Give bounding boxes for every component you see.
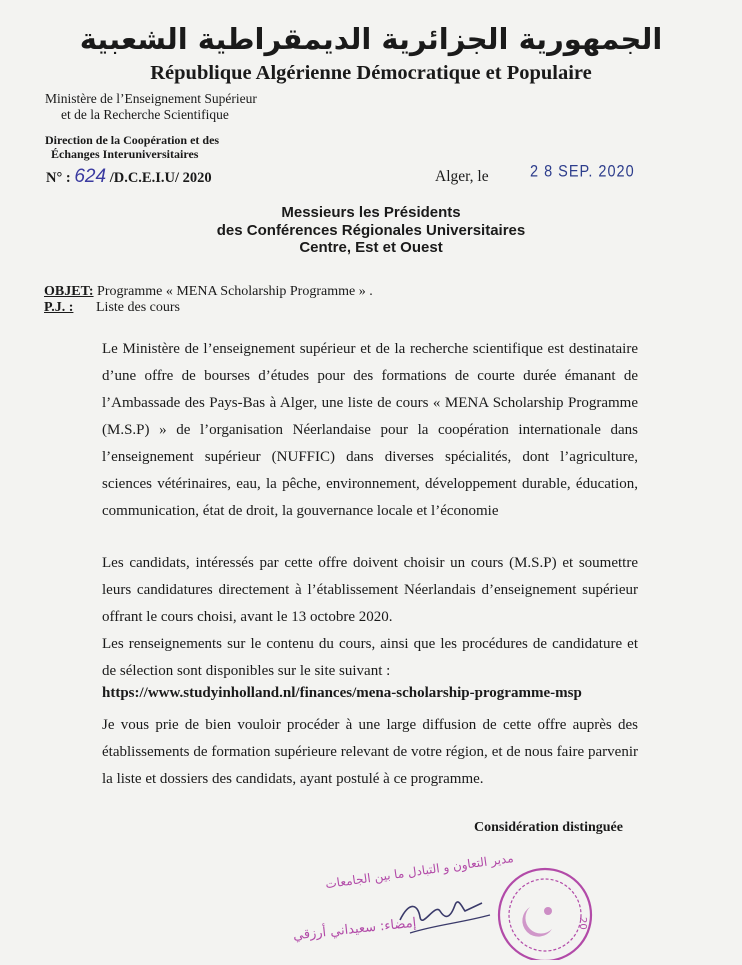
objet-line: [44, 284, 373, 300]
objet-label: OBJET:: [44, 284, 94, 299]
signature-svg: [250, 845, 600, 960]
body-paragraph-3: Les renseignements sur le contenu du cours, ainsi que les procédures de candidature et de sélection sont disponibles sur le site suivant :: [102, 636, 638, 679]
direction-block: [45, 133, 219, 161]
direction-line-2: Échanges Interuniversitaires: [51, 147, 199, 161]
signature-stamp-area: [250, 845, 600, 960]
recipients-line-1: Messieurs les Présidents: [281, 204, 461, 221]
body-paragraph-2: Les candidats, intéressés par cette offre doivent choisir un cours (M.S.P) et soumettre leurs candidatures directement à l’établissement Néerlandais d’enseignement supérieur offrant le cours choisi, avant le 13 octobre 2020.: [102, 555, 638, 625]
signatory-name: إمضاء: سعيداني أرزقي: [292, 915, 417, 944]
attachment-value: Liste des cours: [96, 300, 180, 315]
reference-handwritten-number: 624: [74, 166, 107, 187]
ministry-block: [45, 91, 257, 123]
attachment-label: P.J. :: [44, 300, 74, 315]
closing-formula: Considération distinguée: [474, 820, 623, 835]
recipients-line-3: Centre, Est et Ouest: [299, 239, 443, 256]
official-seal: [499, 869, 591, 960]
date-stamp: 2 8 SEP. 2020: [530, 162, 635, 182]
recipients-block: [0, 204, 742, 257]
body-paragraph-1: Le Ministère de l’enseignement supérieur et de la recherche scientifique est destinataire d’une offre de bourses d’études pour des formations de courte durée émanant de l’Ambassade des Pays-Bas à Alger, une liste de cours « MENA Scholarship Programme (M.S.P) » de l’organisation Néerlandaise pour la coopération internationale dans l’enseignement supérieur (NUFFIC) dans diverses spécialités, dont l’agriculture, sciences vétérinaires, eau, la pêche, environnement, développement durable, éducation, communication, état de droit, la gouvernance locale et l’économie: [102, 341, 638, 519]
attachment-line: [44, 300, 180, 316]
place-date-label: Alger, le: [435, 168, 489, 185]
body-paragraph-4: Je vous prie de bien vouloir procéder à une large diffusion de cette offre auprès des établissements de formation supérieure relevant de votre région, et de nous faire parvenir la liste et dossiers des candidats, ayant postulé à ce programme.: [102, 717, 638, 787]
reference-suffix: /D.C.E.I.U/ 2020: [109, 170, 212, 186]
ministry-line-2: et de la Recherche Scientifique: [61, 107, 229, 122]
republic-title: République Algérienne Démocratique et Populaire: [150, 62, 592, 84]
direction-line-1: Direction de la Coopération et des: [45, 133, 220, 147]
recipients-line-2: des Conférences Régionales Universitaires: [216, 221, 526, 239]
objet-value: Programme « MENA Scholarship Programme » .: [93, 284, 373, 299]
reference-number: [46, 166, 212, 188]
ministry-line-1: Ministère de l’Enseignement Supérieur: [45, 91, 257, 106]
arabic-title: الجمهورية الجزائرية الديمقراطية الشعبية: [79, 22, 663, 56]
reference-prefix: N° :: [46, 170, 71, 186]
signatory-title: مدير التعاون و التبادل ما بين الجامعات: [324, 850, 515, 892]
handwritten-signature-stroke: [410, 915, 490, 933]
programme-link[interactable]: https://www.studyinholland.nl/finances/mena-scholarship-programme-msp: [102, 685, 582, 701]
seal-number: 20: [577, 917, 588, 930]
